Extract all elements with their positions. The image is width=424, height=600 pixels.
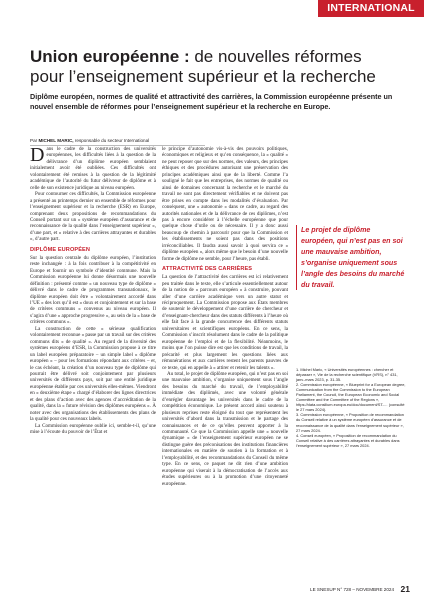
paragraph: La Commission européenne oublie ici, semble-t-il, qu’une mise à l’écoute du pouvoir de l’État et bbox=[30, 422, 156, 436]
page-number: 21 bbox=[400, 584, 410, 594]
body-column-1 bbox=[30, 146, 156, 435]
byline-role: responsable du secteur International bbox=[73, 138, 150, 143]
paragraph: La question de l’attractivité des carrières est ici relativement peu traitée dans le texte, elle s’articule essentiellement autour de la notion de « parcours européen » à construire, pouvant aller d’une carrière académique vers un autre statut et réciproquement. La Commission propose aux États membres de soutenir le développement d’une carrière de chercheur et d’enseignant-chercheur dans des statuts différents à l’heure où elle fait face à la grande concurrence des différents statuts universitaires et scientifiques européens. En ce sens, la Commission s’inscrit résolument dans le cadre de la politique européenne de l’emploi et de la flexibilité. Néanmoins, le moins que l’on puisse dire est que les conditions de travail, la précarité et plus largement les questions liées aux rémunérations et aux carrières restent les parents pauvres de ce texte, qui en appelle à « attirer et retenir les talents ». bbox=[162, 274, 288, 371]
title-bold-part: Union européenne : bbox=[30, 47, 190, 66]
byline bbox=[30, 138, 205, 146]
paragraph: Au total, le projet de diplôme européen, qui n’est pas en soi une mauvaise ambition, s’organise uniquement sous l’angle des besoins du marché du travail, de l’employabilité immédiate des diplômés, avec une volonté générale d’enrégler davantage les universités dans le cadre de la compétition économique. Le présent accord ainsi soutenu à plusieurs reprises reste éloigné du tout que représentent les universités d’abord dans la transmission et le partage des connaissances et de ce qu’elles peuvent apporter à la communauté. Ce que la Commission appelle une « nouvelle dynamique » de l’enseignement supérieur européen ne se distingue guère des préconisations des institutions financières internationales en matière de soutien à la formation et à l’employabilité, et des recommandations du Conseil du même type. En ce sens, ce paquet ne dit rien d’une ambition européenne qui viserait à la démocratisation de l’accès aux études supérieures ou à la promotion d’une citoyenneté européenne. bbox=[162, 370, 288, 487]
subheading-diplome: DIPLÔME EUROPÉEN bbox=[30, 246, 91, 253]
paragraph bbox=[30, 146, 156, 191]
paragraph-text: ans le cadre de la construction des universités européennes, les difficultés liées à la question de la délivrance d’un diplôme européen semblaient initialement avoir été oubliées. Ces difficultés ont volontairement été remises à la question de la légitimité académique de l’autorité du futur délivreur de diplôme et à celle de son existence juridique au niveau européen. bbox=[30, 146, 156, 191]
subheading-attractivite: ATTRACTIVITÉ DES CARRIÈRES bbox=[162, 266, 253, 273]
article-lead: Diplôme européen, normes de qualité et attractivité des carrières, la Commission européenne présente un nouvel ensemble de réformes pour l’enseignement supérieur et la recherche en Europe. bbox=[30, 92, 393, 111]
paragraph: La construction de cette « sérieuse qualification volontairement reconnue » passe par un travail sur des critères communs dits « de qualité ». Au regard de la diversité des systèmes européens d’ESR, la Commission propose à ce titre un label européen préparatoire – un simple label « diplôme européen » – pour les formations répondant aux critères – et, le cas échéant, la création d’un nouveau type de diplôme qui pourrait être délivré soit conjointement par plusieurs universités de différents pays, soit par une entité juridique européenne établie par ces universités elles-mêmes. Viendront en « deuxième étape » chargé d’élaborer des lignes directrices et des plans d’action avec des agences d’accréditation de la qualité, dans la « future révision des diplômes européens ». À noter avec des organisations des établissements des plans de la qualité pour ces nouveaux labels. bbox=[30, 325, 156, 423]
title-rest-part: de nouvelles réformes pour l’enseignement supérieur et la recherche bbox=[30, 47, 376, 86]
drop-cap: D bbox=[30, 144, 45, 166]
paragraph: Sur la question centrale du diplôme européen, l’institution reste inchangée : à la fois contribuer à la compétitivité en Europe et fournir un symbole d’identité commune. Mais la Commission européenne lui donne désormais une nouvelle définition : présenté comme « un nouveau type de diplôme » délivré dans le cadre de programmes transnationaux, le diplôme européen doit être « volontairement accordé dans l’UE » des lors qu’il est « doux et conjointement et sur la base de critères communs » convenus au niveau européen. Il s’agira d’une « approche progressive », au sein de la « base de critères communs ». bbox=[30, 254, 156, 326]
body-column-2 bbox=[162, 146, 288, 487]
paragraph: le principe d’autonomie vis-à-vis des pouvoirs politiques, économiques et religieux et qu’en conséquence, la « qualité » ne peut reposer que sur des normes, des valeurs, des principes éthiques et des procédures autorisant une préservation des principes académiques ainsi que de la liberté. Comme l’a souligné le fait que les entreprises, des normes de qualité ou ainsi de domaines concernant la recherche et le marché du travail ne sont pas directement vérifiables et ne doivent pas être prises en compte dans les modalités d’évaluation. Par conséquent, une « autonomie » dans ce cadre, au regard des autorités nationales et de la délivrance de ces diplômes, n’est pas à encore considérer à l’échelle européenne que pour quelque chose d’utile ou de nécessaire. Il y a donc aussi beaucoup de chemin à parcourir pour que la Commission et les établissements ne soient pas dans des positions irréconciliables. Il faudra aussi savoir à quoi servira ce « diplôme européen », alors même que le besoin d’une nouvelle forme de diplôme ne semble, pour l’heure, pas établi. bbox=[162, 146, 288, 262]
footnotes: 1. Michel Maric, « Universités européennes : chercher et dépasser », Vie de la recherche scientifique (VRS), n° 431, janv.-mars 2023, p. 31-35. 2. Commission européenne, « Blueprint for a European degree, Communication from the Commission to the European Parliament, the Council, the European Economic and Social Committee and the Committee of the Regions », https://data.consilium.europa.eu/doc/document/ST-… (consulté le 27 mars 2024). 3. Commission européenne, « Proposition de recommandation du Conseil relative à un système européen d’assurance et de reconnaissance de la qualité dans l’enseignement supérieur », 27 mars 2024. 4. Conseil européen, « Proposition de recommandation du Conseil relative à des carrières attrayantes et durables dans l’enseignement supérieur », 27 mars 2024. bbox=[296, 367, 406, 448]
section-rubric: INTERNATIONAL bbox=[318, 0, 424, 17]
paragraph: Pour contourner ces difficultés, la Commission européenne a présenté au printemps dernier un ensemble de réformes pour l’enseignement supérieur et la recherche (ESR) en Europe, comprenant deux propositions de recommandations du Conseil portant sur un « système européen d’assurance et de reconnaissance de la qualité dans l’enseignement supérieur », d’une part, et « relative à des carrières attrayantes et durables », d’autre part. bbox=[30, 191, 156, 243]
issue-label: LE SNESUP N° 728 – NOVEMBRE 2024 bbox=[310, 587, 394, 592]
pull-quote: Le projet de diplôme européen, qui n’est pas en soi une mauvaise ambition, s’organise uniquement sous l’angle des besoins du marché du travail. bbox=[296, 225, 406, 290]
byline-prefix: Par bbox=[30, 138, 39, 143]
byline-author: MICHEL MARIC, bbox=[38, 138, 74, 143]
page-footer bbox=[0, 585, 424, 600]
article-title bbox=[30, 47, 390, 87]
